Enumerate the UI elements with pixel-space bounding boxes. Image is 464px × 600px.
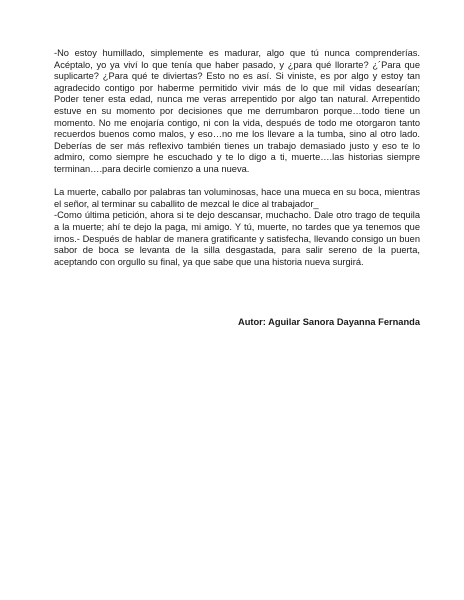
story-body	[54, 48, 420, 268]
paragraph-closing: La muerte, caballo por palabras tan voluminosas, hace una mueca en su boca, mientras el señor, al terminar su caballito de mezcal le dice al trabajador_ -Como última petición, ahora si te dejo descansar, muchacho. Dale otro trago de tequila a la muerte; ahí te dejo la paga, mi amigo. Y tú, muerte, no tardes que ya tenemos que irnos.- Después de hablar de manera gratificante y satisfecha, llevando consigo un buen sabor de boca se levanta de la silla desgastada, para salir sereno de la puerta, aceptando con orgullo su final, ya que sabe que una historia nueva surgirá.	[54, 187, 420, 267]
author-credit: Autor: Aguilar Sanora Dayanna Fernanda	[237, 317, 420, 327]
paragraph-dialogue: -No estoy humillado, simplemente es madurar, algo que tú nunca comprenderías. Acéptalo, yo ya viví lo que tenía que haber pasado, y ¿para qué llorarte? ¿´Para que suplicarte? ¿Para qué te diviertas? Esto no es así. Si viniste, es por algo y estoy tan agradecido contigo por haberme permitido vivir más de lo que mil vidas desearían; Poder tener esta edad, nunca me veras arrepentido por algo tan natural. Arrepentido estuve en su momento por decisiones que me derrumbaron porque…todo tiene un momento. No me enojaría contigo, ni con la vida, después de todo me otorgaron tanto recuerdos buenos como malos, y eso…no me los llevare a la tumba, sino al otro lado. Deberías de ser más reflexivo también tienes un trabajo demasiado justo y eso te lo admiro, como siempre he escuchado y te lo digo a ti, muerte….las historias siempre terminan….para decirle comienzo a una nueva.	[54, 48, 420, 174]
paragraph-spacer	[54, 176, 420, 188]
